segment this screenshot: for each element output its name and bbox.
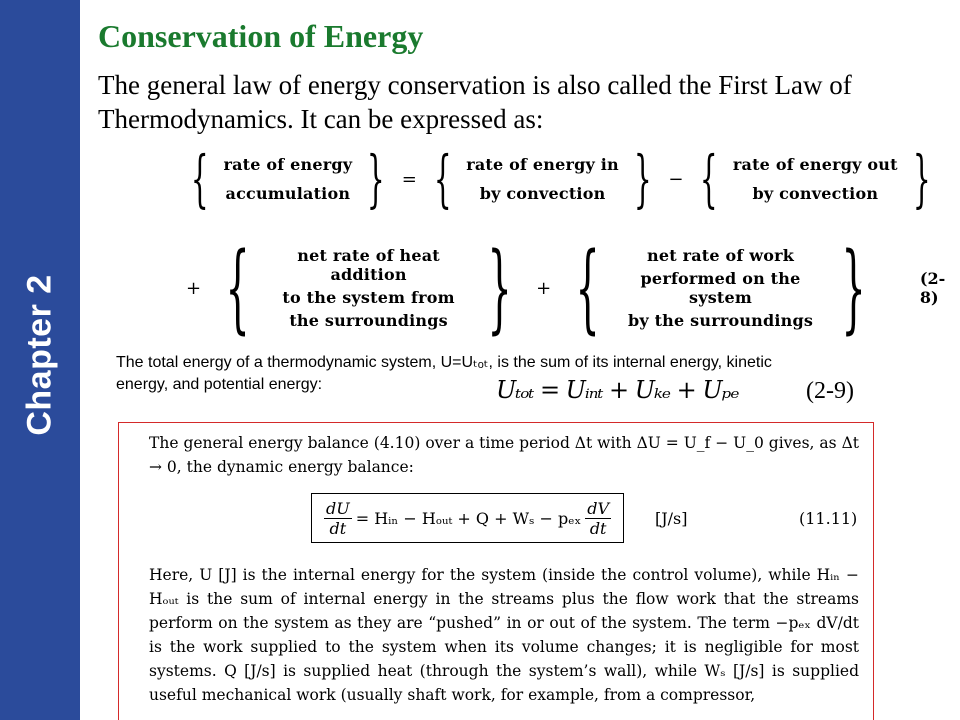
numerator: dU [326,498,350,518]
chapter-label: Chapter 2 [20,274,59,436]
term-line: rate of energy [223,155,353,174]
term-heat-addition: { net rate of heat addition to the system from the surroundings } [225,232,512,344]
chapter-sidebar [0,0,80,720]
denominator: dt [329,518,347,538]
numerator: dV [587,498,610,518]
slide-intro: The general law of energy conservation is also called the First Law of Thermodynamics. It can be expressed as: [98,70,852,134]
dynamic-energy-balance-equation [311,493,624,543]
term-line: rate of energy in [466,155,619,174]
term-line: by the surroundings [627,311,814,330]
equation-number: (11.11) [799,509,858,528]
term-line: to the system from [282,288,455,307]
plus-operator: + [186,277,202,299]
fraction-dv-dt [585,499,611,538]
denominator: dt [589,518,607,538]
total-energy-text: The total energy of a thermodynamic system, U=Uₜₒₜ, is the sum of its internal energy, kinetic energy, and potential energy: [116,354,772,393]
term-line: accumulation [225,184,351,203]
energy-balance-row-1 [180,142,941,215]
energy-balance-row-2 [180,232,960,344]
equals-operator: = [401,168,417,190]
term-accumulation: { rate of energy accumulation } [190,142,385,215]
term-line: by convection [479,184,606,203]
excerpt-paragraph: The general energy balance (4.10) over a time period Δt with ΔU = U_f − U_0 gives, as Δt → 0, the dynamic energy balance: [149,434,859,476]
equation-rhs: = Hᵢₙ − Hₒᵤₜ + Q + Wₛ − pₑₓ [355,508,582,528]
term-line: net rate of work [647,246,795,265]
slide-title: Conservation of Energy [98,18,424,54]
term-line: net rate of heat addition [297,246,440,284]
term-energy-out: { rate of energy out by convection } [700,142,931,215]
term-line: rate of energy out [732,155,898,174]
term-line: the surroundings [289,311,448,330]
plus-operator: + [536,277,552,299]
term-energy-in: { rate of energy in by convection } [433,142,652,215]
excerpt-paragraph: Here, U [J] is the internal energy for the system (inside the control volume), while Hᵢₙ − Hₒᵤₜ is the sum of internal energy in the streams plus the flow work that the streams perform on the system as they are “pushed” in or out of the system. The term −pₑₓ dV/dt is the work supplied to the system when its volume changes; it is negligible for most systems. Q [J/s] is supplied heat (through the system’s wall), while Wₛ [J/s] is supplied useful mechanical work (usually shaft work, for example, from a compressor, [149,566,859,704]
term-line: performed on the system [640,269,801,307]
fraction-du-dt [324,499,352,538]
equation-number: (2-8) [919,269,946,307]
minus-operator: − [668,168,684,190]
equation-unit: [J/s] [655,509,688,528]
term-work: { net rate of work performed on the system by the surroundings } [575,232,866,344]
textbook-excerpt [118,422,874,720]
total-energy-equation: Uₜₒₜ = Uᵢₙₜ + Uₖₑ + Uₚₑ [496,376,739,404]
term-line: by convection [752,184,879,203]
equation-number: (2-9) [806,378,854,404]
